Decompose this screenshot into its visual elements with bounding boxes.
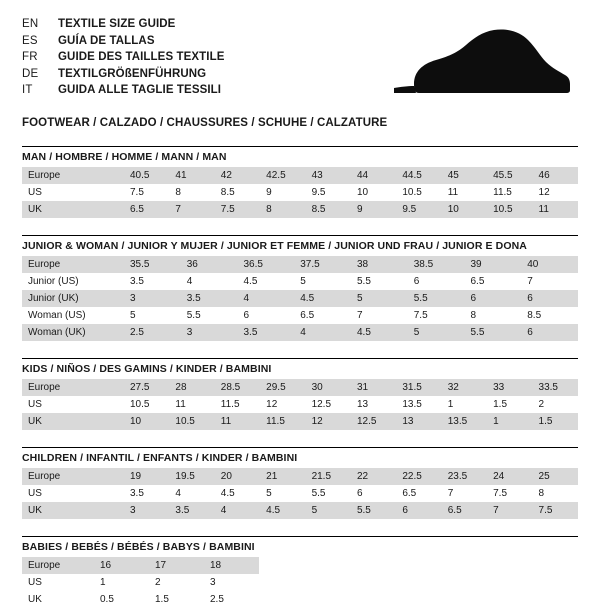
cell: 10.5	[169, 413, 214, 430]
cell: 33	[487, 379, 532, 396]
block-title: KIDS / NIÑOS / DES GAMINS / KINDER / BAMBINI	[22, 363, 272, 375]
size-table	[22, 557, 259, 608]
cell: 11	[442, 184, 487, 201]
cell: 11	[533, 201, 578, 218]
cell: 7	[169, 201, 214, 218]
row-label: Woman (UK)	[22, 324, 124, 341]
divider	[22, 235, 578, 236]
cell: 31	[351, 379, 396, 396]
cell: 5	[408, 324, 465, 341]
cell: 37.5	[294, 256, 351, 273]
cell: 10.5	[487, 201, 532, 218]
cell: 7	[487, 502, 532, 519]
cell: 12.5	[351, 413, 396, 430]
cell: 5	[260, 485, 305, 502]
table-row	[22, 167, 578, 184]
cell: 40	[521, 256, 578, 273]
table-row	[22, 413, 578, 430]
block-title: BABIES / BEBÉS / BÉBÉS / BABYS / BAMBINI	[22, 541, 255, 553]
cell: 3.5	[238, 324, 295, 341]
cell: 6	[351, 485, 396, 502]
cell: 7	[442, 485, 487, 502]
dress-shoe-icon	[370, 26, 570, 104]
language-title: GUIDA ALLE TAGLIE TESSILI	[58, 84, 222, 96]
cell: 38	[351, 256, 408, 273]
divider	[22, 536, 578, 537]
language-code: ES	[22, 34, 38, 47]
row-label: Europe	[22, 256, 124, 273]
cell: 4	[294, 324, 351, 341]
cell: 6	[465, 290, 522, 307]
language-row	[22, 49, 225, 66]
divider	[22, 358, 578, 359]
cell: 35.5	[124, 256, 181, 273]
row-label: US	[22, 574, 94, 591]
cell: 42	[215, 167, 260, 184]
cell: 2.5	[204, 591, 259, 608]
cell: 10	[442, 201, 487, 218]
cell: 7	[521, 273, 578, 290]
cell: 32	[442, 379, 487, 396]
cell: 6	[408, 273, 465, 290]
cell: 28	[169, 379, 214, 396]
cell: 9	[260, 184, 305, 201]
cell: 27.5	[124, 379, 169, 396]
cell: 20	[215, 468, 260, 485]
cell: 1	[487, 413, 532, 430]
cell: 12	[260, 396, 305, 413]
size-block-junior-woman	[22, 235, 578, 341]
row-label: UK	[22, 413, 124, 430]
cell: 44.5	[396, 167, 441, 184]
cell: 1.5	[487, 396, 532, 413]
cell: 9.5	[306, 184, 351, 201]
cell: 5	[294, 273, 351, 290]
cell: 7.5	[487, 485, 532, 502]
language-title: TEXTILE SIZE GUIDE	[58, 18, 176, 30]
row-label: US	[22, 184, 124, 201]
cell: 8	[260, 201, 305, 218]
size-block-kids	[22, 358, 578, 430]
cell: 39	[465, 256, 522, 273]
cell: 6	[238, 307, 295, 324]
cell: 21.5	[306, 468, 351, 485]
cell: 11.5	[215, 396, 260, 413]
cell: 42.5	[260, 167, 305, 184]
divider	[22, 447, 578, 448]
language-row	[22, 66, 225, 83]
cell: 6	[521, 324, 578, 341]
cell: 29.5	[260, 379, 305, 396]
cell: 4.5	[238, 273, 295, 290]
cell: 2	[149, 574, 204, 591]
table-row	[22, 256, 578, 273]
cell: 12	[533, 184, 578, 201]
cell: 6.5	[465, 273, 522, 290]
cell: 5.5	[181, 307, 238, 324]
cell: 0.5	[94, 591, 149, 608]
cell: 1	[442, 396, 487, 413]
cell: 8	[533, 485, 578, 502]
table-row	[22, 379, 578, 396]
block-title: MAN / HOMBRE / HOMME / MANN / MAN	[22, 151, 227, 163]
cell: 13.5	[396, 396, 441, 413]
cell: 11.5	[260, 413, 305, 430]
cell: 24	[487, 468, 532, 485]
cell: 13.5	[442, 413, 487, 430]
cell: 8.5	[521, 307, 578, 324]
cell: 5.5	[408, 290, 465, 307]
cell: 8	[465, 307, 522, 324]
language-code: FR	[22, 51, 38, 63]
row-label: Junior (UK)	[22, 290, 124, 307]
language-code: EN	[22, 18, 39, 30]
cell: 11	[215, 413, 260, 430]
table-row	[22, 324, 578, 341]
cell: 4.5	[294, 290, 351, 307]
cell: 36.5	[238, 256, 295, 273]
row-label: Europe	[22, 468, 124, 485]
size-table	[22, 379, 578, 430]
page-header	[22, 16, 578, 104]
row-label: UK	[22, 201, 124, 218]
cell: 13	[351, 396, 396, 413]
table-row	[22, 557, 259, 574]
table-row	[22, 290, 578, 307]
cell: 3	[124, 290, 181, 307]
cell: 7.5	[215, 201, 260, 218]
table-row	[22, 502, 578, 519]
row-label: US	[22, 485, 124, 502]
row-label: UK	[22, 591, 94, 608]
row-label: US	[22, 396, 124, 413]
cell: 8	[169, 184, 214, 201]
cell: 3.5	[169, 502, 214, 519]
cell: 3.5	[124, 273, 181, 290]
cell: 16	[94, 557, 149, 574]
cell: 5.5	[351, 273, 408, 290]
cell: 31.5	[396, 379, 441, 396]
cell: 45	[442, 167, 487, 184]
cell: 3.5	[181, 290, 238, 307]
row-label: UK	[22, 502, 124, 519]
cell: 22	[351, 468, 396, 485]
cell: 5.5	[351, 502, 396, 519]
language-row	[22, 16, 225, 33]
cell: 13	[396, 413, 441, 430]
row-label: Europe	[22, 557, 94, 574]
block-title: CHILDREN / INFANTIL / ENFANTS / KINDER / BAMBINI	[22, 452, 298, 464]
category-title: FOOTWEAR / CALZADO / CHAUSSURES / SCHUHE / CALZATURE	[22, 117, 388, 129]
cell: 36	[181, 256, 238, 273]
language-row	[22, 33, 225, 50]
row-label: Europe	[22, 379, 124, 396]
table-row	[22, 307, 578, 324]
table-row	[22, 184, 578, 201]
cell: 3	[124, 502, 169, 519]
cell: 40.5	[124, 167, 169, 184]
table-row	[22, 201, 578, 218]
cell: 17	[149, 557, 204, 574]
cell: 1.5	[533, 413, 578, 430]
cell: 23.5	[442, 468, 487, 485]
cell: 3	[204, 574, 259, 591]
cell: 9.5	[396, 201, 441, 218]
row-label: Woman (US)	[22, 307, 124, 324]
cell: 7.5	[408, 307, 465, 324]
row-label: Europe	[22, 167, 124, 184]
cell: 41	[169, 167, 214, 184]
cell: 9	[351, 201, 396, 218]
language-row	[22, 82, 225, 99]
cell: 4	[169, 485, 214, 502]
language-title-list	[22, 16, 225, 99]
cell: 1	[94, 574, 149, 591]
cell: 3.5	[124, 485, 169, 502]
language-code: IT	[22, 84, 33, 96]
cell: 6.5	[294, 307, 351, 324]
cell: 5	[124, 307, 181, 324]
cell: 4.5	[215, 485, 260, 502]
cell: 43	[306, 167, 351, 184]
cell: 22.5	[396, 468, 441, 485]
table-row	[22, 574, 259, 591]
cell: 3	[181, 324, 238, 341]
cell: 4	[215, 502, 260, 519]
table-row	[22, 485, 578, 502]
table-row	[22, 468, 578, 485]
cell: 5	[306, 502, 351, 519]
cell: 45.5	[487, 167, 532, 184]
cell: 10	[351, 184, 396, 201]
table-row	[22, 273, 578, 290]
cell: 2	[533, 396, 578, 413]
cell: 10	[124, 413, 169, 430]
cell: 21	[260, 468, 305, 485]
cell: 6.5	[124, 201, 169, 218]
cell: 7.5	[124, 184, 169, 201]
cell: 10.5	[396, 184, 441, 201]
row-label: Junior (US)	[22, 273, 124, 290]
cell: 6.5	[442, 502, 487, 519]
cell: 10.5	[124, 396, 169, 413]
cell: 44	[351, 167, 396, 184]
cell: 18	[204, 557, 259, 574]
cell: 4	[238, 290, 295, 307]
cell: 5.5	[465, 324, 522, 341]
size-table	[22, 256, 578, 341]
cell: 38.5	[408, 256, 465, 273]
cell: 19.5	[169, 468, 214, 485]
cell: 2.5	[124, 324, 181, 341]
cell: 12	[306, 413, 351, 430]
cell: 1.5	[149, 591, 204, 608]
size-block-children	[22, 447, 578, 519]
language-title: GUÍA DE TALLAS	[58, 34, 155, 47]
language-title: TEXTILGRÖßENFÜHRUNG	[58, 67, 207, 80]
cell: 6.5	[396, 485, 441, 502]
cell: 8.5	[215, 184, 260, 201]
cell: 7.5	[533, 502, 578, 519]
cell: 7	[351, 307, 408, 324]
size-block-man	[22, 146, 578, 218]
cell: 6	[396, 502, 441, 519]
cell: 4.5	[260, 502, 305, 519]
cell: 19	[124, 468, 169, 485]
cell: 28.5	[215, 379, 260, 396]
divider	[22, 146, 578, 147]
block-title: JUNIOR & WOMAN / JUNIOR Y MUJER / JUNIOR ET FEMME / JUNIOR UND FRAU / JUNIOR E DONA	[22, 240, 527, 252]
cell: 33.5	[533, 379, 578, 396]
table-row	[22, 396, 578, 413]
cell: 11	[169, 396, 214, 413]
cell: 46	[533, 167, 578, 184]
cell: 4	[181, 273, 238, 290]
cell: 11.5	[487, 184, 532, 201]
language-code: DE	[22, 67, 39, 80]
cell: 4.5	[351, 324, 408, 341]
cell: 5	[351, 290, 408, 307]
language-title: GUIDE DES TAILLES TEXTILE	[58, 51, 225, 63]
cell: 8.5	[306, 201, 351, 218]
cell: 25	[533, 468, 578, 485]
size-block-babies	[22, 536, 578, 608]
cell: 5.5	[306, 485, 351, 502]
cell: 6	[521, 290, 578, 307]
size-table	[22, 468, 578, 519]
size-table	[22, 167, 578, 218]
cell: 12.5	[306, 396, 351, 413]
cell: 30	[306, 379, 351, 396]
